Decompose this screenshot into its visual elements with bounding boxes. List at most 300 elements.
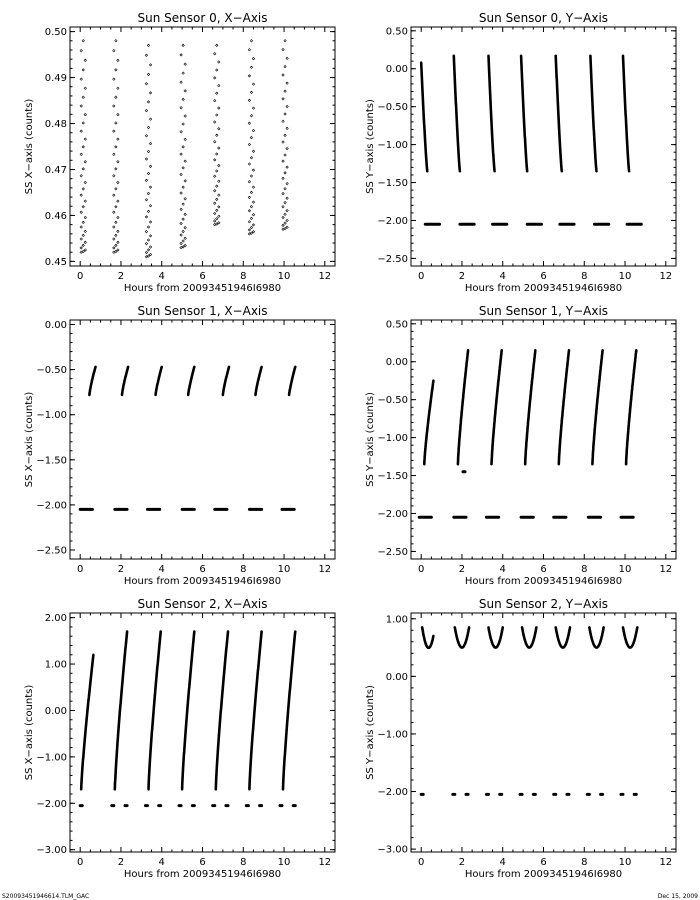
data-point bbox=[80, 194, 82, 196]
data-point bbox=[214, 202, 216, 204]
data-point bbox=[113, 49, 115, 51]
chart-title: Sun Sensor 0, X−Axis bbox=[137, 11, 268, 25]
y-tick-label: −3.00 bbox=[377, 844, 408, 856]
data-point bbox=[145, 216, 147, 218]
data-point bbox=[218, 222, 220, 224]
data-point bbox=[180, 242, 182, 244]
data-point bbox=[286, 147, 288, 149]
data-point bbox=[252, 150, 254, 152]
data-point bbox=[250, 91, 252, 93]
data-point bbox=[218, 61, 220, 63]
y-tick-label: −2.50 bbox=[377, 546, 408, 558]
data-point bbox=[218, 128, 220, 130]
data-point bbox=[216, 92, 218, 94]
data-point bbox=[250, 217, 252, 219]
data-point bbox=[218, 107, 220, 109]
data-point bbox=[115, 40, 117, 42]
data-point bbox=[250, 115, 252, 117]
data-point bbox=[149, 165, 151, 167]
data-point bbox=[115, 146, 117, 148]
data-point bbox=[182, 203, 184, 205]
data-point bbox=[117, 59, 119, 61]
x-tick-label: 4 bbox=[499, 564, 506, 575]
data-point bbox=[218, 180, 220, 182]
data-point bbox=[248, 196, 250, 198]
data-point bbox=[250, 191, 252, 193]
data-point bbox=[218, 84, 220, 86]
y-tick-label: −2.00 bbox=[377, 215, 408, 227]
data-point bbox=[145, 199, 147, 201]
data-point bbox=[250, 226, 252, 228]
data-point bbox=[147, 192, 149, 194]
data-point bbox=[184, 226, 186, 228]
data-point bbox=[284, 113, 286, 115]
data-point bbox=[284, 172, 286, 174]
data-point bbox=[180, 234, 182, 236]
data-point bbox=[216, 114, 218, 116]
data-point bbox=[180, 208, 182, 210]
data-segment-curve bbox=[182, 632, 194, 790]
data-point bbox=[84, 87, 86, 89]
y-tick-label: −1.50 bbox=[377, 178, 408, 190]
x-tick-label: 10 bbox=[618, 271, 632, 282]
data-point bbox=[252, 169, 254, 171]
data-point bbox=[286, 105, 288, 107]
x-tick-label: 10 bbox=[618, 857, 632, 868]
data-point bbox=[284, 40, 286, 42]
y-axis-label: SS Y−axis (counts) bbox=[365, 392, 376, 487]
data-segment-curve bbox=[590, 56, 596, 171]
y-tick-label: 0.00 bbox=[385, 64, 408, 76]
data-point bbox=[80, 130, 82, 132]
data-point bbox=[113, 175, 115, 177]
data-point bbox=[149, 186, 151, 188]
data-point bbox=[147, 172, 149, 174]
x-tick-label: 12 bbox=[318, 857, 332, 868]
data-point bbox=[82, 188, 84, 190]
y-tick-label: 0.50 bbox=[44, 27, 67, 39]
data-segment-curve bbox=[556, 56, 562, 171]
x-axis-label: Hours from 20093451946I6980 bbox=[464, 869, 623, 880]
data-segment-u bbox=[623, 627, 637, 647]
y-tick-label: −0.50 bbox=[36, 365, 67, 377]
y-tick-label: −1.00 bbox=[377, 140, 408, 152]
data-point bbox=[248, 181, 250, 183]
data-point bbox=[184, 115, 186, 117]
data-point bbox=[180, 131, 182, 133]
x-tick-label: 4 bbox=[158, 564, 165, 575]
plot-frame bbox=[70, 27, 335, 266]
x-tick-label: 4 bbox=[499, 857, 506, 868]
data-point bbox=[149, 204, 151, 206]
x-tick-label: 8 bbox=[581, 564, 588, 575]
data-point bbox=[113, 105, 115, 107]
data-point bbox=[182, 167, 184, 169]
data-point bbox=[286, 82, 288, 84]
data-point bbox=[284, 134, 286, 136]
y-tick-label: −1.00 bbox=[377, 433, 408, 445]
data-point bbox=[82, 69, 84, 71]
data-point bbox=[282, 48, 284, 50]
data-segment-curve bbox=[525, 350, 535, 464]
data-point bbox=[145, 83, 147, 85]
data-segment-curve bbox=[156, 367, 162, 395]
data-point bbox=[84, 230, 86, 232]
y-tick-label: 0.45 bbox=[44, 256, 67, 268]
data-point bbox=[180, 54, 182, 56]
data-point bbox=[84, 59, 86, 61]
data-point bbox=[149, 118, 151, 120]
data-point bbox=[115, 122, 117, 124]
data-point bbox=[80, 153, 82, 155]
data-point bbox=[286, 166, 288, 168]
data-point bbox=[216, 134, 218, 136]
x-tick-label: 0 bbox=[418, 564, 425, 575]
y-tick-label: −2.50 bbox=[36, 545, 67, 557]
data-point bbox=[84, 216, 86, 218]
data-point bbox=[82, 244, 84, 246]
y-tick-label: −2.00 bbox=[377, 787, 408, 799]
data-point bbox=[147, 249, 149, 251]
data-point bbox=[147, 44, 149, 46]
data-point bbox=[216, 209, 218, 211]
data-point bbox=[282, 141, 284, 143]
y-tick-label: −2.00 bbox=[36, 500, 67, 512]
x-tick-label: 6 bbox=[199, 271, 206, 282]
data-point bbox=[113, 194, 115, 196]
data-point bbox=[115, 234, 117, 236]
data-point bbox=[282, 74, 284, 76]
data-point bbox=[149, 246, 151, 248]
data-point bbox=[115, 188, 117, 190]
y-axis-label: SS Y−axis (counts) bbox=[365, 685, 376, 780]
y-tick-label: −1.50 bbox=[377, 471, 408, 483]
data-point bbox=[214, 99, 216, 101]
data-point bbox=[216, 69, 218, 71]
data-point bbox=[80, 247, 82, 249]
x-tick-label: 2 bbox=[458, 271, 466, 282]
x-tick-label: 4 bbox=[158, 857, 165, 868]
data-point bbox=[282, 224, 284, 226]
chart-panel-1 bbox=[365, 11, 676, 294]
y-tick-label: −0.50 bbox=[377, 395, 408, 407]
y-tick-label: −2.00 bbox=[377, 508, 408, 520]
data-point bbox=[184, 213, 186, 215]
data-point bbox=[117, 216, 119, 218]
data-point bbox=[214, 159, 216, 161]
data-point bbox=[250, 136, 252, 138]
data-point bbox=[184, 244, 186, 246]
x-tick-label: 2 bbox=[117, 857, 125, 868]
y-tick-label: 0.00 bbox=[44, 320, 67, 332]
data-point bbox=[182, 218, 184, 220]
data-point bbox=[147, 73, 149, 75]
data-point bbox=[149, 221, 151, 223]
data-point bbox=[184, 90, 186, 92]
data-point bbox=[250, 157, 252, 159]
data-point bbox=[252, 129, 254, 131]
data-segment-curve bbox=[521, 56, 527, 171]
data-point bbox=[84, 200, 86, 202]
data-point bbox=[248, 122, 250, 124]
x-tick-label: 8 bbox=[240, 857, 247, 868]
data-point bbox=[147, 210, 149, 212]
data-point bbox=[250, 66, 252, 68]
x-tick-label: 2 bbox=[117, 271, 125, 282]
data-point bbox=[82, 40, 84, 42]
data-segment-curve bbox=[188, 367, 194, 395]
data-point bbox=[182, 230, 184, 232]
data-segment-curve bbox=[89, 367, 95, 395]
data-point bbox=[82, 168, 84, 170]
data-point bbox=[115, 206, 117, 208]
data-segment-curve bbox=[223, 367, 229, 395]
x-tick-label: 4 bbox=[158, 271, 165, 282]
data-point bbox=[286, 127, 288, 129]
data-segment-curve bbox=[421, 63, 427, 172]
data-point bbox=[80, 175, 82, 177]
y-tick-label: −1.50 bbox=[36, 455, 67, 467]
y-tick-label: 2.00 bbox=[44, 613, 67, 625]
data-point bbox=[248, 49, 250, 51]
data-segment-curve bbox=[489, 56, 495, 171]
data-point bbox=[184, 63, 186, 65]
data-point bbox=[184, 198, 186, 200]
data-point bbox=[82, 146, 84, 148]
data-point bbox=[147, 239, 149, 241]
data-point bbox=[145, 158, 147, 160]
chart-panel-3 bbox=[365, 304, 676, 587]
data-point bbox=[216, 153, 218, 155]
y-tick-label: −3.00 bbox=[36, 845, 67, 857]
data-point bbox=[145, 242, 147, 244]
data-point bbox=[248, 229, 250, 231]
data-segment-curve bbox=[623, 56, 629, 171]
data-segment-curve bbox=[559, 350, 569, 464]
data-point bbox=[145, 109, 147, 111]
data-point bbox=[82, 96, 84, 98]
data-point bbox=[284, 213, 286, 215]
y-tick-label: 1.00 bbox=[385, 614, 408, 626]
data-point bbox=[117, 230, 119, 232]
data-point bbox=[214, 175, 216, 177]
data-point bbox=[216, 185, 218, 187]
data-point bbox=[182, 123, 184, 125]
data-point bbox=[115, 168, 117, 170]
data-point bbox=[149, 142, 151, 144]
data-point bbox=[113, 78, 115, 80]
x-tick-label: 0 bbox=[77, 271, 84, 282]
y-axis-label: SS X−axis (counts) bbox=[24, 391, 35, 488]
x-tick-label: 2 bbox=[117, 564, 125, 575]
data-point bbox=[282, 160, 284, 162]
data-point bbox=[117, 87, 119, 89]
data-segment-curve bbox=[626, 350, 636, 464]
data-point bbox=[180, 107, 182, 109]
data-point bbox=[250, 205, 252, 207]
data-point bbox=[147, 150, 149, 152]
y-tick-label: −1.00 bbox=[377, 729, 408, 741]
data-segment-curve bbox=[115, 632, 127, 790]
data-point bbox=[248, 163, 250, 165]
data-point bbox=[284, 90, 286, 92]
y-tick-label: 1.00 bbox=[44, 659, 67, 671]
plot-frame bbox=[70, 613, 335, 852]
data-point bbox=[214, 190, 216, 192]
y-tick-label: −1.00 bbox=[36, 410, 67, 422]
data-point bbox=[214, 141, 216, 143]
data-point bbox=[117, 249, 119, 251]
data-point bbox=[286, 57, 288, 59]
data-point bbox=[252, 83, 254, 85]
data-point bbox=[182, 98, 184, 100]
data-point bbox=[149, 235, 151, 237]
data-point bbox=[214, 53, 216, 55]
data-point bbox=[184, 138, 186, 140]
data-segment-u bbox=[489, 627, 503, 647]
x-axis-label: Hours from 20093451946I6980 bbox=[464, 283, 623, 294]
x-tick-label: 12 bbox=[318, 271, 332, 282]
data-point bbox=[184, 160, 186, 162]
data-point bbox=[182, 146, 184, 148]
data-point bbox=[248, 75, 250, 77]
data-point bbox=[115, 69, 117, 71]
y-tick-label: 0.00 bbox=[385, 357, 408, 369]
data-point bbox=[182, 72, 184, 74]
x-tick-label: 6 bbox=[199, 564, 206, 575]
y-tick-label: 0.00 bbox=[44, 705, 67, 717]
data-point bbox=[113, 130, 115, 132]
data-point bbox=[180, 192, 182, 194]
y-tick-label: 0.00 bbox=[385, 671, 408, 683]
data-point bbox=[284, 201, 286, 203]
data-point bbox=[84, 181, 86, 183]
x-tick-label: 12 bbox=[318, 564, 332, 575]
data-point bbox=[216, 218, 218, 220]
data-segment-curve bbox=[289, 367, 295, 395]
data-point bbox=[182, 186, 184, 188]
y-tick-label: −0.50 bbox=[377, 102, 408, 114]
data-point bbox=[248, 210, 250, 212]
data-point bbox=[149, 92, 151, 94]
data-point bbox=[113, 238, 115, 240]
data-point bbox=[82, 206, 84, 208]
chart-title: Sun Sensor 2, Y−Axis bbox=[478, 597, 609, 611]
data-segment-curve bbox=[458, 350, 468, 464]
chart-title: Sun Sensor 0, Y−Axis bbox=[478, 11, 609, 25]
data-segment-curve bbox=[81, 655, 93, 790]
y-tick-label: 0.48 bbox=[44, 119, 67, 131]
x-tick-label: 6 bbox=[540, 564, 547, 575]
data-point bbox=[117, 241, 119, 243]
y-tick-label: −1.00 bbox=[36, 752, 67, 764]
x-tick-label: 6 bbox=[199, 857, 206, 868]
data-point bbox=[182, 240, 184, 242]
data-point bbox=[216, 170, 218, 172]
y-tick-label: −2.00 bbox=[36, 798, 67, 810]
data-point bbox=[282, 120, 284, 122]
plot-frame bbox=[70, 320, 335, 559]
data-point bbox=[218, 206, 220, 208]
x-axis-label: Hours from 20093451946I6980 bbox=[123, 576, 282, 587]
chart-title: Sun Sensor 1, X−Axis bbox=[137, 304, 268, 318]
data-point bbox=[82, 122, 84, 124]
data-point bbox=[284, 154, 286, 156]
data-point bbox=[216, 198, 218, 200]
data-point bbox=[214, 77, 216, 79]
chart-title: Sun Sensor 1, Y−Axis bbox=[478, 304, 609, 318]
data-point bbox=[250, 40, 252, 42]
plot-frame bbox=[411, 27, 676, 266]
data-point bbox=[84, 113, 86, 115]
x-tick-label: 0 bbox=[418, 271, 425, 282]
data-point bbox=[82, 221, 84, 223]
data-segment-u bbox=[422, 627, 433, 647]
data-point bbox=[218, 147, 220, 149]
data-point bbox=[149, 64, 151, 66]
data-point bbox=[184, 180, 186, 182]
data-point bbox=[218, 215, 220, 217]
data-point bbox=[216, 44, 218, 46]
data-point bbox=[115, 96, 117, 98]
x-tick-label: 6 bbox=[540, 271, 547, 282]
data-point bbox=[80, 211, 82, 213]
x-tick-label: 8 bbox=[581, 271, 588, 282]
x-tick-label: 10 bbox=[277, 564, 291, 575]
data-segment-curve bbox=[149, 632, 161, 790]
x-axis-label: Hours from 20093451946I6980 bbox=[464, 576, 623, 587]
data-point bbox=[145, 251, 147, 253]
y-axis-label: SS Y−axis (counts) bbox=[365, 99, 376, 194]
data-point bbox=[147, 101, 149, 103]
data-point bbox=[184, 237, 186, 239]
data-segment-curve bbox=[122, 367, 128, 395]
data-point bbox=[282, 98, 284, 100]
x-tick-label: 12 bbox=[659, 564, 673, 575]
data-point bbox=[282, 216, 284, 218]
data-point bbox=[286, 209, 288, 211]
x-tick-label: 0 bbox=[77, 564, 84, 575]
data-point bbox=[252, 231, 254, 233]
data-point bbox=[80, 78, 82, 80]
chart-panel-5 bbox=[365, 597, 676, 880]
data-point bbox=[218, 164, 220, 166]
y-tick-label: 0.47 bbox=[44, 164, 67, 176]
y-tick-label: 0.49 bbox=[44, 73, 67, 85]
data-point bbox=[145, 54, 147, 56]
data-point bbox=[147, 126, 149, 128]
data-point bbox=[180, 222, 182, 224]
data-point bbox=[113, 153, 115, 155]
x-tick-label: 10 bbox=[277, 857, 291, 868]
data-point bbox=[214, 121, 216, 123]
data-point bbox=[214, 212, 216, 214]
data-point bbox=[282, 177, 284, 179]
data-point bbox=[80, 238, 82, 240]
data-point bbox=[117, 181, 119, 183]
data-segment-u bbox=[556, 627, 570, 647]
data-point bbox=[284, 65, 286, 67]
data-point bbox=[286, 197, 288, 199]
chart-panel-0 bbox=[24, 11, 335, 294]
data-point bbox=[113, 226, 115, 228]
data-point bbox=[286, 226, 288, 228]
y-axis-label: SS X−axis (counts) bbox=[24, 684, 35, 781]
data-segment-curve bbox=[249, 632, 261, 790]
chart-title: Sun Sensor 2, X−Axis bbox=[137, 597, 268, 611]
data-point bbox=[252, 186, 254, 188]
data-point bbox=[117, 200, 119, 202]
